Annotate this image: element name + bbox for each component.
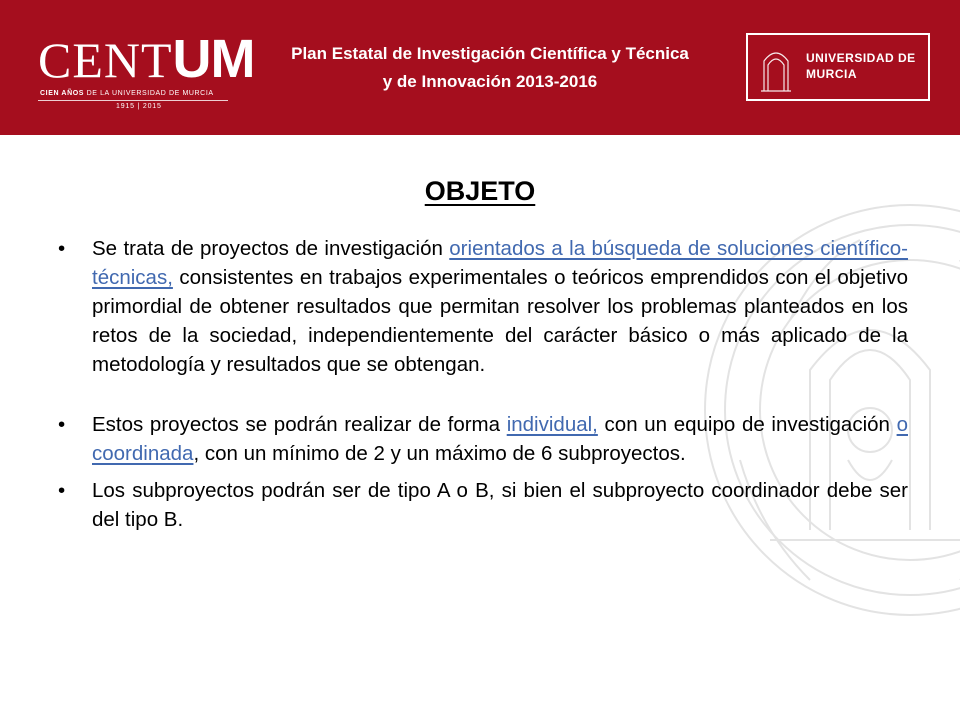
plan-title-line2: y de Innovación 2013-2016 [382,72,598,91]
bullet-1-highlight: orientados a la búsqueda de soluciones científico-técnicas, [92,237,909,289]
bullet-2-highlight-coordinada: o coordinada [92,413,908,465]
logo-word-t: T [141,32,173,88]
logo-subtitle [40,90,214,97]
bullet-2-highlight-individual: individual, [506,413,598,436]
slide-content [56,234,908,534]
bullet-3-text: Los subproyectos podrán ser de tipo A o B, si bien el subproyecto coordinador debe ser del tipo B. [92,479,908,531]
bullet-item-2 [56,410,908,468]
logo-word-bold: UM [172,29,255,89]
header-band [0,0,960,135]
university-seal-icon [756,39,796,95]
logo-subtitle-rest: DE LA UNIVERSIDAD DE MURCIA [86,90,214,97]
bullet-item-1 [56,234,908,379]
centum-logo [38,29,255,112]
bullet-2-text-mid: con un equipo de investigación [597,413,897,436]
university-line1: UNIVERSIDAD DE [806,51,916,65]
logo-subtitle-bold: CIEN AÑOS [40,90,85,97]
bullet-item-3 [56,476,908,534]
logo-years: 1915 | 2015 [116,103,162,110]
plan-title [250,40,730,96]
centum-wordmark [38,29,255,89]
logo-word-thin: CEN [38,32,141,88]
bullet-2-text-post: , con un mínimo de 2 y un máximo de 6 subproyectos. [193,442,686,465]
bullet-1-text-post: consistentes en trabajos experimentales o teóricos emprendidos con el objetivo primordial de obtener resultados que permitan resolver los problemas planteados en los retos de la sociedad, independientemente del carácter básico o más aplicado de la metodología y resultados que se obtengan. [92,266,908,376]
slide-title: OBJETO [424,176,536,206]
university-line2: MURCIA [806,67,857,81]
bullet-1-text-pre: Se trata de proyectos de investigación [92,237,450,260]
plan-title-line1: Plan Estatal de Investigación Científica y Técnica [291,44,689,63]
university-logo [746,33,930,101]
logo-divider [38,100,228,101]
bullet-2-text-pre: Estos proyectos se podrán realizar de forma [92,413,507,436]
